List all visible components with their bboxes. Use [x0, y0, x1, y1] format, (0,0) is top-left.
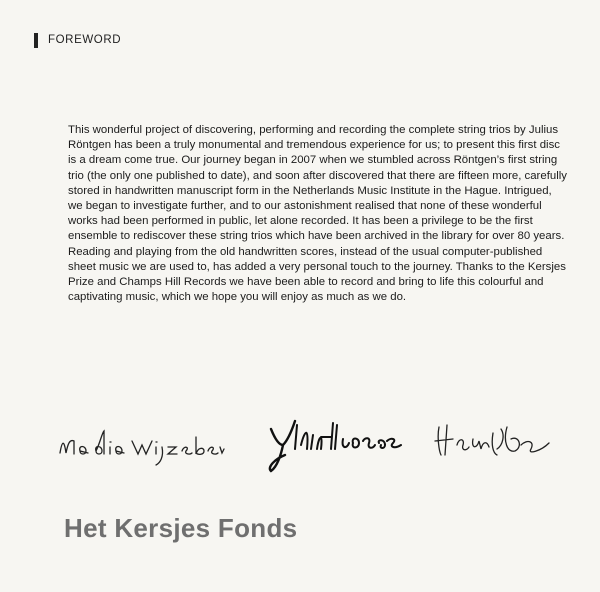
signatures — [56, 415, 556, 475]
header-bar-marker — [34, 33, 38, 48]
kersjes-fonds-logo: Het Kersjes Fonds — [64, 513, 298, 543]
foreword-text: This wonderful project of discovering, performing and recording the complete string trios by Julius Röntgen has been a truly monumental and tremendous experience for us; to present this first disc is a dream come true. Our journey began in 2007 when we stumbled across Röntgen’s first string trio (the only one published to date), and soon after discovered that there are fifteen more, carefully stored in handwritten manuscript form in the Netherlands Music Institute in the Hague. Intrigued, we began to investigate further, and to our astonishment realised that none of these wonderful works had been performed in public, let alone recorded. It has been a privilege to be the first ensemble to rediscover these string trios which have been archived in the library for over 80 years. Reading and playing from the old handwritten scores, instead of the usual computer-published sheet music we are used to, has added a very personal touch to the journey. Thanks to the Kersjes Prize and Champs Hill Records we have been able to record and bring to life this colourful and captivating music, which we hope you will enjoy as much as we do. — [68, 124, 567, 304]
signature-1 — [56, 427, 226, 467]
page-header — [34, 31, 121, 49]
signature-3 — [431, 415, 556, 465]
page-title: FOREWORD — [48, 34, 122, 46]
signature-2 — [261, 415, 411, 475]
